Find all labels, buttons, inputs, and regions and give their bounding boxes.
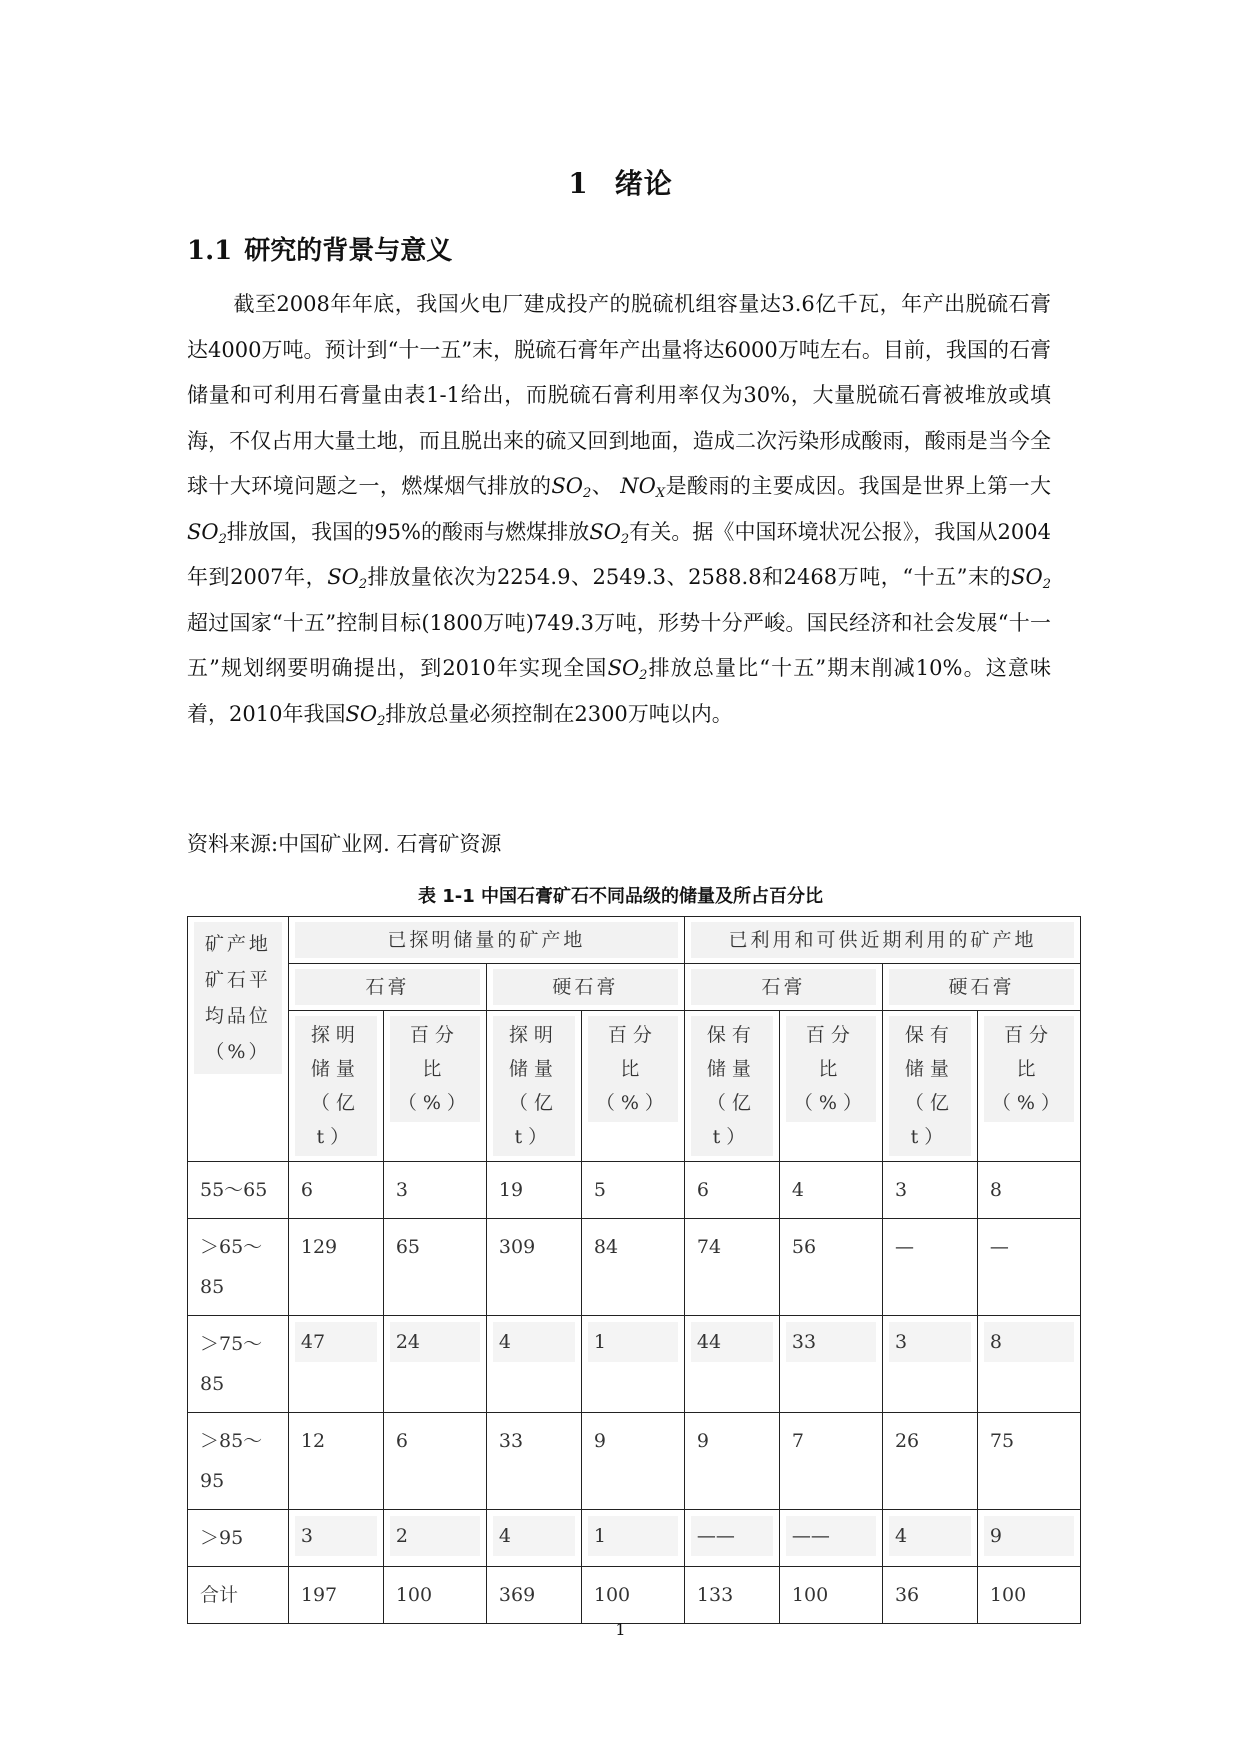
value-cell: 47 [288, 1316, 383, 1413]
paragraph-text: 超过国家“十五”控制目标(1800万吨)749.3万吨，形势十分严峻。国民经济和社会发展“十一五”规划纲要明确提出，到2010年实现全国 [187, 610, 1051, 680]
subheader-anhydrite: 硬石膏 [882, 964, 1080, 1011]
subheader-gypsum: 石膏 [684, 964, 882, 1011]
so2-formula: $SO_2$ [187, 519, 227, 547]
value-cell: 75 [977, 1413, 1080, 1510]
nox-formula: $NO_X$ [620, 474, 666, 501]
section-title [187, 230, 452, 267]
so2-formula: $SO_2$ [607, 656, 648, 683]
chapter-title [0, 162, 1241, 202]
so2-formula: $SO_2$ [345, 701, 386, 729]
corner-header: 矿产地 矿石平 均品位 （%） [188, 917, 289, 1162]
paragraph-text: 排放总量比“十五”期末削减10%。这意味着，2010年我国 [187, 656, 1051, 726]
value-cell: 369 [486, 1567, 581, 1624]
grade-cell: ＞95 [188, 1510, 289, 1567]
col-header-percent: 百分 比 （%） [977, 1011, 1080, 1162]
value-cell: 3 [882, 1316, 977, 1413]
value-cell: 12 [288, 1413, 383, 1510]
gypsum-reserves-table [187, 916, 1081, 1624]
col-header-amount: 探明 储量 （亿 t） [288, 1011, 383, 1162]
value-cell: 33 [486, 1413, 581, 1510]
value-cell: 74 [684, 1219, 779, 1316]
so2-formula: $SO_2$ [327, 565, 368, 592]
value-cell: 6 [288, 1162, 383, 1219]
paragraph-text: 截至2008年年底，我国火电厂建成投产的脱硫机组容量达3.6亿千瓦，年产出脱硫石膏达4000万吨。预计到“十一五”末，脱硫石膏年产出量将达6000万吨左右。目前，我国的石膏储量和可利用石膏量由表1-1给出，而脱硫石膏利用率仅为30%，大量脱硫石膏被堆放或填海，不仅占用大量土地，而且脱出来的硫又回到地面，造成二次污染形成酸雨，酸雨是当今全球十大环境问题之一，燃煤烟气排放的 [187, 292, 1051, 498]
value-cell: 9 [581, 1413, 684, 1510]
value-cell: 65 [383, 1219, 486, 1316]
table-row [188, 1567, 1081, 1624]
value-cell: 6 [684, 1162, 779, 1219]
value-cell: 3 [288, 1510, 383, 1567]
value-cell: 26 [882, 1413, 977, 1510]
value-cell: 197 [288, 1567, 383, 1624]
value-cell: 100 [581, 1567, 684, 1624]
col-header-amount: 探明 储量 （亿 t） [486, 1011, 581, 1162]
value-cell: 84 [581, 1219, 684, 1316]
value-cell: —— [684, 1510, 779, 1567]
value-cell: 36 [882, 1567, 977, 1624]
value-cell: 100 [779, 1567, 882, 1624]
so2-formula: $SO_2$ [551, 474, 592, 501]
table-caption: 表 1-1 中国石膏矿石不同品级的储量及所占百分比 [417, 886, 824, 907]
value-cell: 9 [684, 1413, 779, 1510]
value-cell: — [977, 1219, 1080, 1316]
value-cell: 7 [779, 1413, 882, 1510]
value-cell: 2 [383, 1510, 486, 1567]
value-cell: 3 [882, 1162, 977, 1219]
source-note: 资料来源:中国矿业网. 石膏矿资源 [187, 832, 502, 856]
section-title-text: 研究的背景与意义 [244, 236, 453, 266]
section-number: 1.1 [187, 236, 233, 266]
value-cell: 4 [486, 1510, 581, 1567]
grade-cell: ＞85～ 95 [188, 1413, 289, 1510]
group-header-explored: 已探明储量的矿产地 [288, 917, 684, 964]
value-cell: 44 [684, 1316, 779, 1413]
value-cell: 9 [977, 1510, 1080, 1567]
value-cell: — [882, 1219, 977, 1316]
subheader-gypsum: 石膏 [288, 964, 486, 1011]
so2-formula: $SO_2$ [589, 519, 630, 547]
value-cell: 100 [383, 1567, 486, 1624]
value-cell: 3 [383, 1162, 486, 1219]
group-header-usable: 已利用和可供近期利用的矿产地 [684, 917, 1080, 964]
value-cell: 309 [486, 1219, 581, 1316]
value-cell: 8 [977, 1316, 1080, 1413]
value-cell: 33 [779, 1316, 882, 1413]
table-row [188, 1316, 1081, 1413]
value-cell: 4 [882, 1510, 977, 1567]
value-cell: 1 [581, 1316, 684, 1413]
table-row [188, 1219, 1081, 1316]
value-cell: 56 [779, 1219, 882, 1316]
value-cell: 4 [486, 1316, 581, 1413]
table-row [188, 1162, 1081, 1219]
grade-cell: ＞65～ 85 [188, 1219, 289, 1316]
col-header-percent: 百分 比 （%） [383, 1011, 486, 1162]
table-row [188, 1413, 1081, 1510]
value-cell: 100 [977, 1567, 1080, 1624]
value-cell: 19 [486, 1162, 581, 1219]
so2-formula: $SO_2$ [1011, 565, 1051, 592]
value-cell: 4 [779, 1162, 882, 1219]
grade-cell: ＞75～ 85 [188, 1316, 289, 1413]
value-cell: 5 [581, 1162, 684, 1219]
table-body [188, 1162, 1081, 1624]
grade-cell: 55～65 [188, 1162, 289, 1219]
page-number: 1 [615, 1620, 626, 1639]
table-row [188, 1510, 1081, 1567]
value-cell: 24 [383, 1316, 486, 1413]
chapter-title-text: 绪论 [614, 167, 673, 200]
col-header-amount: 保有 储量 （亿 t） [882, 1011, 977, 1162]
subheader-anhydrite: 硬石膏 [486, 964, 684, 1011]
value-cell: 129 [288, 1219, 383, 1316]
col-header-percent: 百分 比 （%） [779, 1011, 882, 1162]
col-header-percent: 百分 比 （%） [581, 1011, 684, 1162]
grade-cell: 合计 [188, 1567, 289, 1624]
body-paragraph: 截至2008年年底，我国火电厂建成投产的脱硫机组容量达3.6亿千瓦，年产出脱硫石膏达4000万吨。预计到“十一五”末，脱硫石膏年产出量将达6000万吨左右。目前，我国的石膏储量和可利用石膏量由表1-1给出，而脱硫石膏利用率仅为30%，大量脱硫石膏被堆放或填海，不仅占用大量土地，而且脱出来的硫又回到地面，造成二次污染形成酸雨，酸雨是当今全球十大环境问题之一，燃煤烟气排放的$SO_2$、 $NO_X$是酸雨的主要成因。我国是世界上第一大$SO_2$排放国，我国的95%的酸雨与燃煤排放$SO_2$有关。据《中国环境状况公报》，我国从2004年到2007年，$SO_2$排放量依次为2254.9、2549.3、2588.8和2468万吨，“十五”末的$SO_2$超过国家“十五”控制目标(1800万吨)749.3万吨，形势十分严峻。国民经济和社会发展“十一五”规划纲要明确提出，到2010年实现全国$SO_2$排放总量比“十五”期末削减10%。这意味着，2010年我国$SO_2$排放总量必须控制在2300万吨以内。 [187, 292, 1052, 729]
col-header-amount: 保有 储量 （亿 t） [684, 1011, 779, 1162]
value-cell: 8 [977, 1162, 1080, 1219]
chapter-number: 1 [568, 167, 589, 200]
paragraph-text: 是酸雨的主要成因。我国是世界上第一大 [665, 474, 1052, 498]
paragraph-text: 排放国，我国的95%的酸雨与燃煤排放 [226, 519, 590, 544]
paragraph-text: 排放量依次为2254.9、2549.3、2588.8和2468万吨，“十五”末的 [367, 565, 1012, 589]
value-cell: —— [779, 1510, 882, 1567]
paragraph-text: 排放总量必须控制在2300万吨以内。 [385, 701, 733, 726]
value-cell: 133 [684, 1567, 779, 1624]
value-cell: 1 [581, 1510, 684, 1567]
value-cell: 6 [383, 1413, 486, 1510]
paragraph-text: 有关。据《中国环境状况公报》，我国从2004年到2007年， [187, 519, 1051, 589]
